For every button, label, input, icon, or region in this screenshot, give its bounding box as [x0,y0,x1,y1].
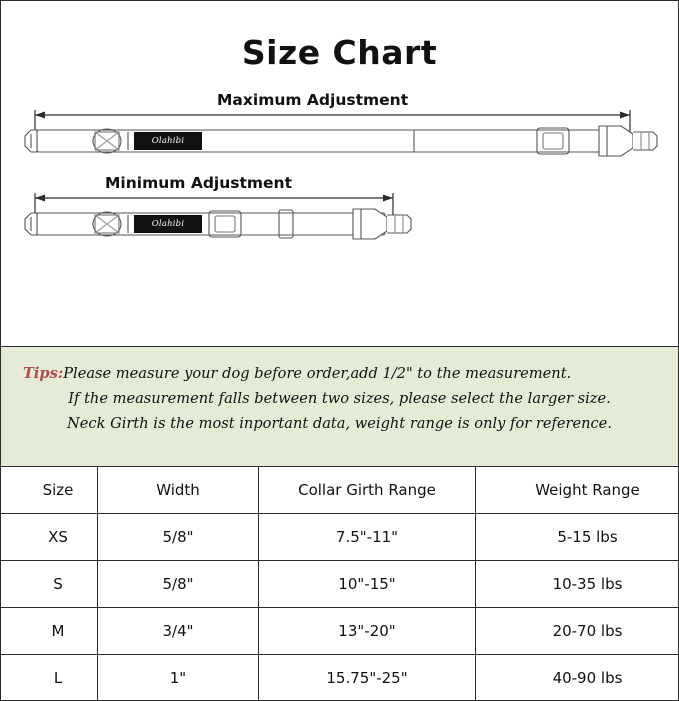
brand-tag-min: Olahibi [134,215,202,233]
table-row [1,655,679,701]
table-row [1,608,679,655]
tips-line-1 [17,361,662,386]
cell-size: S [1,561,98,608]
header-width: Width [98,467,259,514]
cell-width: 5/8" [98,561,259,608]
cell-width: 3/4" [98,608,259,655]
table-row [1,561,679,608]
cell-girth: 13"-20" [259,608,476,655]
cell-width: 1" [98,655,259,701]
cell-size: XS [1,514,98,561]
cell-width: 5/8" [98,514,259,561]
table-header-row [1,467,679,514]
tips-text-1: Please measure your dog before order,add 1/2" to the measurement. [63,365,572,382]
maximum-adjustment-label: Maximum Adjustment [217,91,409,109]
tips-line-3: Neck Girth is the most inportant data, weight range is only for reference. [67,415,612,432]
table-row [1,514,679,561]
tips-label: Tips: [23,365,64,382]
header-weight-range: Weight Range [476,467,679,514]
page-title: Size Chart [241,33,438,72]
cell-weight: 10-35 lbs [476,561,679,608]
cell-girth: 15.75"-25" [259,655,476,701]
header-collar-girth-range: Collar Girth Range [259,467,476,514]
tips-line-2: If the measurement falls between two sizes, please select the larger size. [68,390,611,407]
size-table [1,467,679,701]
cell-weight: 40-90 lbs [476,655,679,701]
collar-illustration-svg [1,82,679,310]
cell-size: M [1,608,98,655]
cell-girth: 7.5"-11" [259,514,476,561]
minimum-adjustment-label: Minimum Adjustment [105,174,292,192]
cell-girth: 10"-15" [259,561,476,608]
cell-weight: 20-70 lbs [476,608,679,655]
tips-box [1,346,678,467]
collar-diagram [1,82,678,310]
cell-weight: 5-15 lbs [476,514,679,561]
header-size: Size [1,467,98,514]
brand-tag-max: Olahibi [134,132,202,150]
cell-size: L [1,655,98,701]
